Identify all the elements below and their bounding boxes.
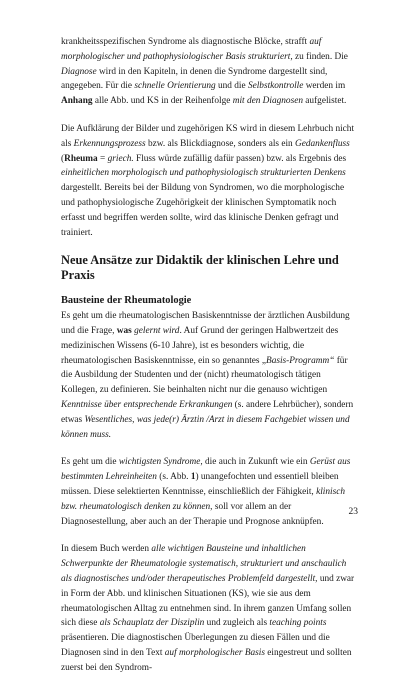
italic-run: einheitlichen morphologisch und pathophysiologisch strukturierten Denkens	[61, 168, 346, 179]
text-run: ) unangefochten und essentiell bleiben müssen. Diese selektierten Kenntnisse, einschließlich der Fähigkeit,	[61, 472, 339, 497]
text-run: (s. andere Lehrbücher), sondern etwas	[61, 399, 354, 425]
italic-run: Gerüst aus bestimmten Lehreinheiten	[61, 457, 351, 483]
text-run: In diesem Buch werden	[61, 544, 152, 555]
italic-run: auf morphologischer Basis	[164, 647, 265, 658]
text-run: Fluss würde zufällig dafür passen) bzw. als Ergebnis des	[133, 153, 347, 164]
paragraph-2	[61, 122, 358, 240]
italic-run: alle wichtigen Bausteine und inhaltlichen Schwerpunkte der Rheumatologie systematisch, strukturiert und anschaulich als diagnostisches und/oder therapeutisches Problemfeld dargestellt	[61, 544, 347, 584]
text-run: wird in den Kapiteln, in denen die Syndrome dargestellt sind, angegeben. Für die	[61, 66, 328, 92]
text-run: und die	[215, 81, 248, 92]
italic-run: teaching points	[269, 618, 327, 629]
text-run: werden im	[303, 81, 346, 92]
text-run: krankheitsspezifischen Syndrome als diagnostische Blöcke, strafft	[61, 37, 310, 47]
italic-run: als Schauplatz der Disziplin	[99, 618, 205, 629]
subsection-heading: Bausteine der Rheumatologie	[61, 295, 192, 307]
text-run: =	[97, 153, 108, 164]
italic-run: wichtigsten Syndrome	[118, 457, 201, 468]
paragraph-3	[61, 309, 358, 442]
bold-run: 1	[190, 472, 196, 483]
text-run: alle Abb. und KS in der Reihenfolge	[92, 96, 233, 107]
italic-run: gelernt wird	[134, 325, 180, 336]
paragraph-4	[61, 455, 358, 529]
page-number: 23	[348, 507, 358, 517]
text-run: , soll vor allem an der Diagnosestellung, aber auch an der Therapie und Prognose anknüpfen.	[61, 501, 324, 527]
bold-run: Anhang	[61, 96, 93, 107]
italic-run: Selbstkontrolle	[247, 81, 304, 92]
text-run: , zu finden. Die	[290, 51, 348, 62]
italic-run: Basis-Programm“	[266, 355, 335, 366]
text-run: präsentieren. Die diagnostischen Überlegungen zu diesen Fällen und die Diagnosen sind in den Text	[61, 633, 330, 658]
section-heading: Neue Ansätze zur Didaktik der klinischen Lehre und Praxis	[61, 253, 339, 283]
italic-run: auf morphologischer und pathophysiologischer Basis strukturiert	[61, 37, 322, 62]
text-run: bzw. als Blickdiagnose, sonders als ein	[145, 138, 296, 149]
text-run: . Auf Grund der geringen Halbwertzeit des medizinischen Wissens (6-10 Jahre), ist es besonders wichtig, die rheumatologischen Basiskenntnisse, ein so genanntes „	[61, 325, 339, 366]
paragraph-5	[61, 542, 358, 675]
text-run: , die auch in Zukunft wie ein	[200, 457, 310, 468]
text-run: und zugleich als	[204, 618, 270, 629]
text-run: Es geht um die rheumatologischen Basiskenntnisse der ärztlichen Ausbildung und die Frage,	[61, 311, 350, 336]
italic-run: Gedankenfluss	[295, 138, 350, 149]
italic-run: Kenntnisse über entsprechende Erkrankungen	[61, 399, 233, 410]
italic-run: mit den Diagnosen	[232, 96, 303, 107]
italic-run: schnelle Orientierung	[134, 81, 216, 92]
italic-run: griech.	[107, 153, 134, 164]
italic-run: klinisch bzw. rheumatologisch denken zu können	[61, 486, 346, 512]
text-run: Die Aufklärung der Bilder und zugehörigen KS wird in diesem Lehrbuch nicht als	[61, 123, 355, 149]
text-run: Es geht um die	[61, 457, 119, 468]
bold-run: was	[116, 325, 132, 336]
text-run: für die Ausbildung der Studenten und der (nicht) rheumatologisch tätigen Kollegen, zu definieren. Sie beinhalten nicht nur die genauso wichtigen	[61, 355, 348, 396]
text-run: (s. Abb.	[156, 472, 191, 483]
italic-run: Diagnose	[61, 66, 97, 77]
italic-run: Wesentliches, was jede(r) Ärztin /Arzt in diesem Fachgebiet wissen und können muss.	[61, 414, 350, 440]
italic-run: Erkennungsprozess	[73, 138, 146, 149]
text-run: dargestellt. Bereits bei der Bildung von Syndromen, wo die morphologische und pathophysiologische Zugehörigkeit der klinischen Symptomatik noch erfasst und begriffen werden sollte, wird das klinische Denken gefragt und trainiert.	[61, 183, 345, 238]
text-run: (	[61, 153, 65, 164]
text-run: , und zwar in Form der Abb. und klinischen Situationen (KS), wie sie aus dem rheumatologischen Alltag zu entnehmen sind. In ihrem ganzen Umfang sollen sich diese	[61, 573, 355, 629]
text-run: aufgelistet.	[302, 96, 347, 107]
paragraph-1	[61, 35, 358, 109]
bold-run: Rheuma	[64, 153, 98, 164]
text-run: eingestreut und sollten zuerst bei den Syndrom-	[61, 647, 352, 673]
